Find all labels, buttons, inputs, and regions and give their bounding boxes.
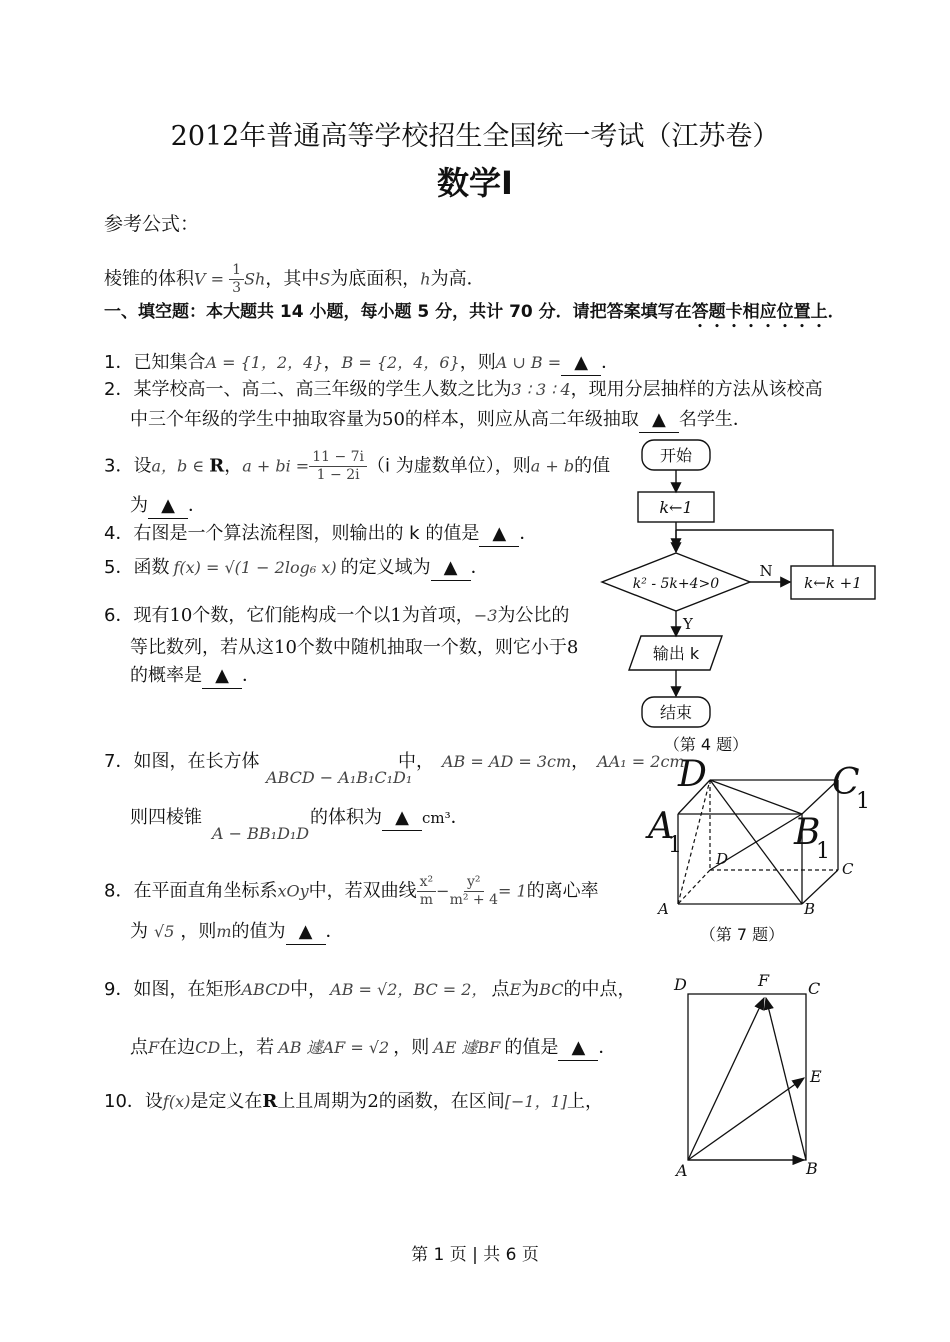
paper-title: 2012年普通高等学校招生全国统一考试（江苏卷）	[170, 121, 780, 152]
question-1: 1．已知集合A = {1，2，4}，B = {2，4，6}，则A ∪ B = ▲ ．	[104, 351, 619, 376]
question-8: 8．在平面直角坐标系xOy中，若双曲线 $\frac{\text{x²}}{m}$ − $\frac{\text{y²}}{\text{m² + 4}}$ = 1的离心率	[104, 874, 599, 908]
section-heading: 一、填空题：本大题共 14 小题，每小题 5 分，共计 70 分．请把答案填写在答题卡相应位置上．	[104, 302, 845, 322]
label-sub: 1	[856, 789, 870, 814]
question-7: 7．如图，在长方体	[104, 751, 260, 772]
answer-blank: ▲	[639, 408, 679, 433]
answer-blank: ▲	[286, 920, 326, 945]
box-figure	[640, 752, 880, 952]
label-A: A	[658, 900, 669, 918]
label-D1: D	[678, 754, 707, 795]
formula-heading: 参考公式：	[104, 213, 200, 235]
page-footer: 第 1 页 | 共 6 页	[411, 1245, 539, 1265]
answer-blank: ▲	[202, 664, 242, 689]
label-D: D	[674, 975, 687, 994]
label-sub: 1	[816, 839, 830, 864]
question-7-formula-2: A − BB₁D₁D	[212, 824, 310, 843]
question-6: 6．现有10个数，它们能构成一个以1为首项，−3为公比的	[104, 605, 570, 626]
flowchart-figure	[596, 436, 886, 756]
flow-end-label: 结束	[659, 703, 693, 722]
flow-condition-label: k² - 5k+4>0	[632, 576, 720, 592]
answer-blank: ▲	[561, 351, 601, 376]
flow-no-label: N	[759, 562, 773, 580]
paper-subject: 数学Ⅰ	[437, 164, 513, 202]
question-7-cont: 中， AB = AD = 3cm， AA₁ = 2cm	[398, 751, 685, 772]
label-D: D	[716, 850, 729, 868]
formula-fraction: $\frac{1}{3}$	[229, 262, 244, 297]
label-sub: 1	[668, 833, 682, 858]
question-4: 4．右图是一个算法流程图，则输出的 k 的值是 ▲ ．	[104, 522, 537, 547]
question-7-line-2: 则四棱锥	[130, 807, 202, 828]
question-7-line-2b: 的体积为 ▲ cm³．	[310, 806, 469, 831]
question-9-line-2: 点F在边CD上，若 AB 遽AF = √2 ，则 AE 遽BF 的值是 ▲ ．	[130, 1036, 616, 1061]
question-9: 9．如图，在矩形ABCD中， AB = √2，BC = 2， 点E为BC的中点，	[104, 979, 636, 1000]
label-A: A	[676, 1161, 688, 1180]
label-E: E	[810, 1067, 822, 1086]
flowchart-caption: （第 4 题）	[663, 735, 749, 754]
q8-fraction-1: $\frac{\text{x²}}{m}$	[417, 874, 437, 909]
formula-line: 棱锥的体积V = $\frac{1}{3}$ Sh，其中S为底面积，h为高．	[104, 262, 485, 296]
answer-blank: ▲	[558, 1036, 598, 1061]
label-F: F	[758, 971, 770, 990]
question-3: 3．设a，b ∈ R，a + bi = $\frac{11 - 7i}{1 - 2i}$ （i 为虚数单位），则a + b的值	[104, 449, 611, 483]
question-5: 5．函数 f(x) = √(1 − 2log₆ x) 的定义域为 ▲ ．	[104, 556, 489, 581]
label-C1: C	[832, 762, 860, 803]
answer-blank: ▲	[148, 494, 188, 519]
question-2: 2．某学校高一、高二、高三年级的学生人数之比为3 ∶ 3 ∶ 4，现用分层抽样的方法从该校高	[104, 379, 823, 400]
question-6-line-3: 的概率是 ▲ ．	[130, 664, 260, 689]
box-figure-caption: （第 7 题）	[699, 925, 785, 944]
flow-loop-line	[676, 530, 833, 566]
question-3-line-2: 为 ▲ ．	[130, 494, 206, 519]
q3-fraction: $\frac{11 - 7i}{1 - 2i}$	[309, 449, 367, 484]
flow-start-label: 开始	[659, 446, 693, 465]
flow-yes-label: Y	[683, 615, 693, 633]
flow-output-label: 输出 k	[652, 644, 700, 663]
label-B1: B	[794, 812, 821, 853]
answer-blank: ▲	[382, 806, 422, 831]
answer-blank: ▲	[479, 522, 519, 547]
label-C: C	[842, 860, 854, 878]
rectangle-figure	[666, 966, 836, 1186]
flow-init-label: k←1	[659, 498, 693, 517]
question-8-line-2: 为 √5 ，则m的值为 ▲ ．	[130, 920, 344, 945]
label-C: C	[808, 979, 821, 998]
question-2-line-2: 中三个年级的学生中抽取容量为50的样本，则应从高二年级抽取 ▲ 名学生．	[130, 408, 751, 433]
question-6-line-2: 等比数列，若从这10个数中随机抽取一个数，则它小于8	[130, 637, 579, 658]
flow-update-label: k←k +1	[804, 574, 862, 592]
emphasized-text: 答题卡相应位置上	[691, 302, 828, 322]
label-A1: A	[648, 806, 674, 847]
answer-blank: ▲	[431, 556, 471, 581]
question-7-formula: ABCD − A₁B₁C₁D₁	[266, 768, 413, 787]
label-B: B	[806, 1159, 818, 1178]
q8-fraction-2: $\frac{\text{y²}}{\text{m² + 4}}$	[449, 874, 498, 908]
question-10: 10．设f(x)是定义在R上且周期为2的函数，在区间[−1，1]上，	[104, 1091, 604, 1112]
label-B: B	[804, 900, 816, 918]
